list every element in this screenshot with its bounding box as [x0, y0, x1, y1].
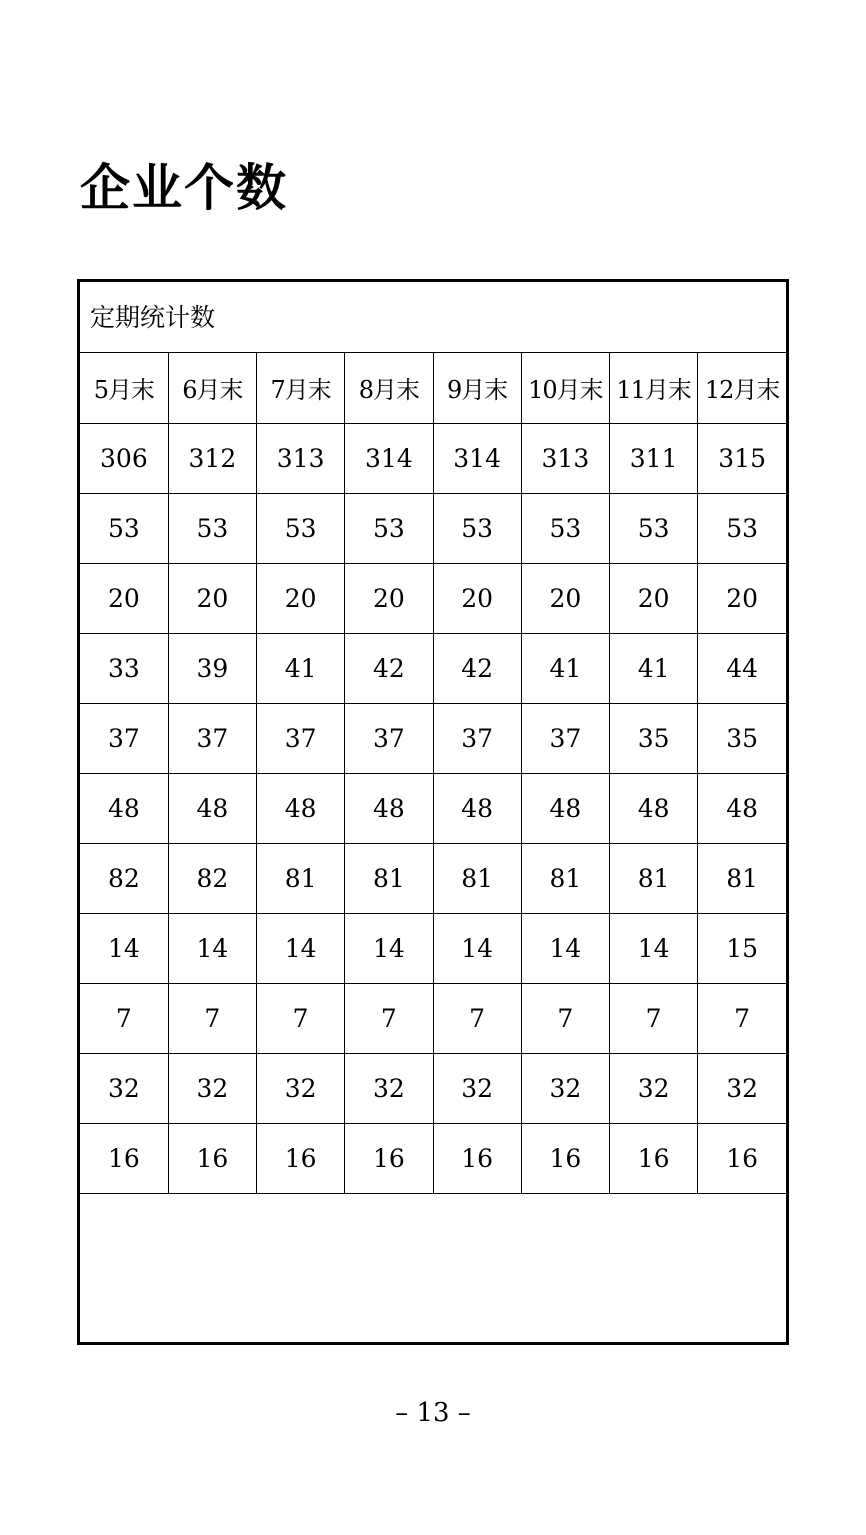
- table-cell: 35: [698, 703, 786, 773]
- table-cell: 20: [433, 563, 521, 633]
- table-cell: 37: [433, 703, 521, 773]
- table-cell: 53: [521, 493, 609, 563]
- table-cell: 48: [521, 773, 609, 843]
- table-cell: 16: [345, 1123, 433, 1193]
- table-cell: 7: [521, 983, 609, 1053]
- table-cell: 32: [521, 1053, 609, 1123]
- table-cell: 20: [610, 563, 698, 633]
- table-cell: 14: [345, 913, 433, 983]
- table-cell: 16: [168, 1123, 256, 1193]
- table-cell: 314: [345, 423, 433, 493]
- table-cell: 53: [80, 493, 168, 563]
- table-cell: 7: [433, 983, 521, 1053]
- table-cell: 16: [698, 1123, 786, 1193]
- table-cell: 32: [345, 1053, 433, 1123]
- table-row: [80, 563, 786, 633]
- table-cell: 39: [168, 633, 256, 703]
- table-cell: 53: [433, 493, 521, 563]
- table-cell: 48: [168, 773, 256, 843]
- column-header: 8月末: [345, 353, 433, 423]
- table-cell: 14: [521, 913, 609, 983]
- table-cell: 306: [80, 423, 168, 493]
- table-row: [80, 423, 786, 493]
- column-header: 10月末: [521, 353, 609, 423]
- page-number: – 13 –: [395, 1398, 471, 1428]
- column-header: 12月末: [698, 353, 786, 423]
- table-cell: 7: [610, 983, 698, 1053]
- table-cell: 48: [610, 773, 698, 843]
- table-cell: 314: [433, 423, 521, 493]
- table-cell: 82: [80, 843, 168, 913]
- table-cell: 81: [345, 843, 433, 913]
- table-row: [80, 773, 786, 843]
- column-header: 6月末: [168, 353, 256, 423]
- table-cell: 48: [698, 773, 786, 843]
- table-cell: 16: [80, 1123, 168, 1193]
- table-cell: 42: [433, 633, 521, 703]
- column-header: 5月末: [80, 353, 168, 423]
- table-cell: 16: [433, 1123, 521, 1193]
- table-cell: 32: [168, 1053, 256, 1123]
- table-caption: 定期统计数: [80, 282, 786, 353]
- table-cell: 37: [80, 703, 168, 773]
- table-cell: 44: [698, 633, 786, 703]
- table-row: [80, 703, 786, 773]
- statistics-table-frame: [77, 279, 789, 1345]
- table-cell: 16: [610, 1123, 698, 1193]
- statistics-table: [80, 353, 786, 1194]
- table-cell: 53: [698, 493, 786, 563]
- table-cell: 315: [698, 423, 786, 493]
- table-header-row: [80, 353, 786, 423]
- table-cell: 20: [80, 563, 168, 633]
- table-cell: 15: [698, 913, 786, 983]
- table-cell: 48: [257, 773, 345, 843]
- table-cell: 313: [257, 423, 345, 493]
- table-cell: 81: [433, 843, 521, 913]
- page-title: 企业个数: [80, 159, 288, 217]
- table-cell: 14: [610, 913, 698, 983]
- table-cell: 37: [168, 703, 256, 773]
- table-cell: 32: [257, 1053, 345, 1123]
- table-cell: 81: [698, 843, 786, 913]
- table-cell: 311: [610, 423, 698, 493]
- table-cell: 32: [433, 1053, 521, 1123]
- table-cell: 14: [433, 913, 521, 983]
- table-cell: 37: [345, 703, 433, 773]
- table-cell: 7: [80, 983, 168, 1053]
- table-row: [80, 983, 786, 1053]
- table-cell: 48: [433, 773, 521, 843]
- table-row: [80, 1123, 786, 1193]
- table-cell: 14: [80, 913, 168, 983]
- table-cell: 53: [168, 493, 256, 563]
- table-cell: 37: [521, 703, 609, 773]
- table-cell: 33: [80, 633, 168, 703]
- table-cell: 81: [257, 843, 345, 913]
- table-row: [80, 1053, 786, 1123]
- table-cell: 7: [698, 983, 786, 1053]
- table-cell: 41: [610, 633, 698, 703]
- table-cell: 7: [257, 983, 345, 1053]
- table-row: [80, 633, 786, 703]
- table-cell: 82: [168, 843, 256, 913]
- table-cell: 7: [345, 983, 433, 1053]
- table-cell: 41: [521, 633, 609, 703]
- table-cell: 7: [168, 983, 256, 1053]
- column-header: 9月末: [433, 353, 521, 423]
- table-cell: 42: [345, 633, 433, 703]
- table-cell: 32: [698, 1053, 786, 1123]
- table-row: [80, 913, 786, 983]
- table-cell: 32: [610, 1053, 698, 1123]
- table-cell: 81: [610, 843, 698, 913]
- column-header: 11月末: [610, 353, 698, 423]
- table-cell: 20: [345, 563, 433, 633]
- table-cell: 14: [257, 913, 345, 983]
- table-cell: 48: [345, 773, 433, 843]
- table-cell: 20: [257, 563, 345, 633]
- table-cell: 35: [610, 703, 698, 773]
- table-cell: 81: [521, 843, 609, 913]
- table-cell: 48: [80, 773, 168, 843]
- table-cell: 313: [521, 423, 609, 493]
- table-row: [80, 493, 786, 563]
- table-cell: 14: [168, 913, 256, 983]
- column-header: 7月末: [257, 353, 345, 423]
- table-cell: 16: [257, 1123, 345, 1193]
- table-cell: 20: [521, 563, 609, 633]
- table-cell: 312: [168, 423, 256, 493]
- table-cell: 53: [345, 493, 433, 563]
- table-cell: 41: [257, 633, 345, 703]
- table-cell: 53: [610, 493, 698, 563]
- table-cell: 53: [257, 493, 345, 563]
- table-cell: 16: [521, 1123, 609, 1193]
- table-row: [80, 843, 786, 913]
- table-cell: 32: [80, 1053, 168, 1123]
- table-cell: 20: [168, 563, 256, 633]
- table-cell: 37: [257, 703, 345, 773]
- table-cell: 20: [698, 563, 786, 633]
- table-body: [80, 353, 786, 1193]
